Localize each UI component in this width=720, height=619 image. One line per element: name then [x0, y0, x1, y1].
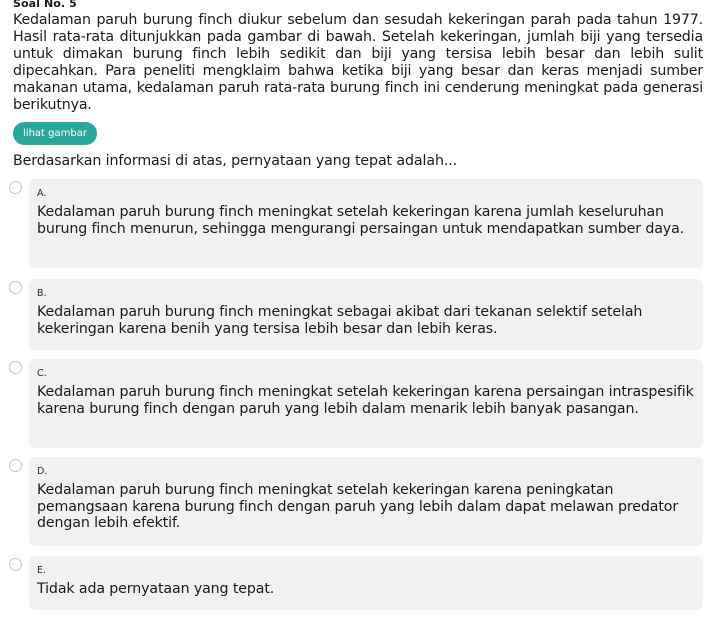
option-c[interactable]: [29, 359, 703, 448]
option-a-text: Kedalaman paruh burung finch meningkat setelah kekeringan karena jumlah keseluruhan burung finch menurun, sehingga mengurangi persaingan untuk mendapatkan sumber daya.: [37, 204, 685, 237]
option-e-text: Tidak ada pernyataan yang tepat.: [37, 581, 275, 597]
option-c-letter: C.: [37, 368, 47, 379]
option-b-letter: B.: [37, 288, 47, 299]
option-c-text: Kedalaman paruh burung finch meningkat setelah kekeringan karena persaingan intraspesifik karena burung finch dengan paruh yang lebih dalam menarik lebih banyak pasangan.: [37, 384, 694, 417]
option-b-text: Kedalaman paruh burung finch meningkat sebagai akibat dari tekanan selektif setelah kekeringan karena benih yang tersisa lebih besar dan lebih keras.: [37, 304, 643, 337]
view-image-button[interactable]: lihat gambar: [13, 122, 97, 145]
option-d[interactable]: [29, 457, 703, 546]
option-d-text: Kedalaman paruh burung finch meningkat setelah kekeringan karena peningkatan pemangsaan karena burung finch dengan paruh yang lebih dalam dapat melawan predator dengan lebih efektif.: [37, 482, 679, 531]
option-a-letter: A.: [37, 188, 47, 199]
option-b[interactable]: [29, 279, 703, 350]
option-a-radio[interactable]: [9, 181, 22, 194]
option-c-radio[interactable]: [9, 361, 22, 374]
option-e[interactable]: [29, 556, 703, 610]
option-a[interactable]: [29, 179, 703, 268]
option-d-radio[interactable]: [9, 459, 22, 472]
option-d-letter: D.: [37, 466, 48, 477]
question-prompt: Berdasarkan informasi di atas, pernyataan yang tepat adalah...: [13, 153, 458, 169]
question-text: Kedalaman paruh burung finch diukur sebelum dan sesudah kekeringan parah pada tahun 1977. Hasil rata-rata ditunjukkan pada gambar di bawah. Setelah kekeringan, jumlah biji yang tersedia untuk dimakan burung finch lebih sedikit dan biji yang tersisa lebih besar dan lebih sulit dipecahkan. Para peneliti mengklaim bahwa ketika biji yang besar dan keras menjadi sumber makanan utama, kedalaman paruh rata-rata burung finch ini cenderung meningkat pada generasi berikutnya.: [13, 12, 703, 113]
question-number: Soal No. 5: [13, 0, 77, 10]
option-b-radio[interactable]: [9, 281, 22, 294]
option-e-radio[interactable]: [9, 558, 22, 571]
option-e-letter: E.: [37, 565, 47, 576]
